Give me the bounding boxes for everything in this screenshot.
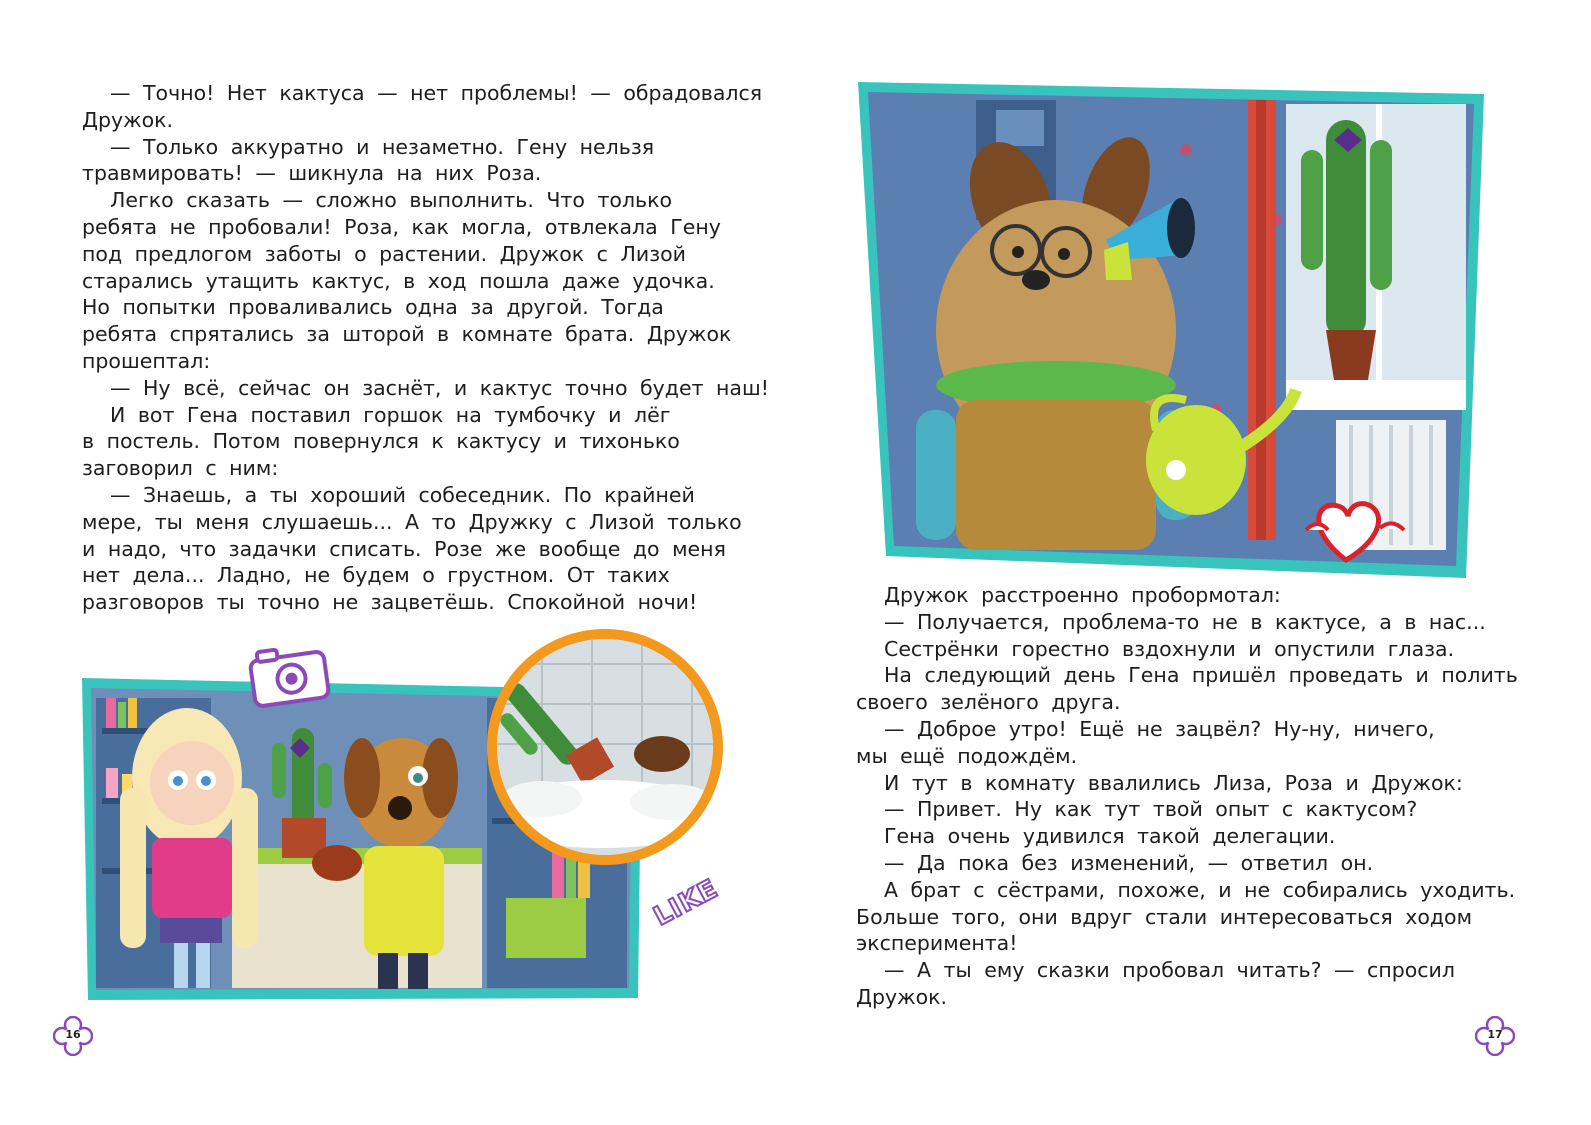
text-line: И вот Гена поставил горшок на тумбочку и лёг (110, 402, 671, 427)
text-line: своего зелёного друга. (856, 690, 1121, 715)
text-line: — Точно! Нет кактуса — нет проблемы! — обрадовался (110, 81, 763, 105)
page-number-right (1475, 1016, 1515, 1056)
page-number-text: 16 (65, 1028, 81, 1041)
text-line: прошептал: (82, 348, 211, 373)
illustration-gena-watering-can (856, 80, 1486, 580)
text-line: На следующий день Гена пришёл проведать и полить (884, 663, 1518, 688)
text-line: — Да пока без изменений, — ответил он. (884, 850, 1374, 875)
text-line: И тут в комнату ввалились Лиза, Роза и Дружок: (884, 770, 1463, 795)
text-line: эксперимента! (856, 931, 1018, 956)
text-line: мы ещё подождём. (856, 743, 1078, 768)
camera-sticker-icon (246, 642, 332, 708)
text-line: — Только аккуратно и незаметно. Гену нельзя (110, 134, 655, 159)
text-line: мере, ты меня слушаешь... А то Дружку с Лизой только (82, 509, 742, 534)
left-page-text (82, 80, 769, 616)
like-sticker-text: LIKE (648, 873, 724, 933)
text-line: Легко сказать — сложно выполнить. Что только (110, 188, 673, 213)
text-line: Но попытки проваливались одна за другой. Тогда (82, 295, 664, 320)
text-line: ребята не пробовали! Роза, как могла, отвлекала Гену (82, 214, 721, 239)
page-number-left (53, 1016, 93, 1056)
text-line: — Ну всё, сейчас он заснёт, и кактус точно будет наш! (110, 375, 769, 400)
text-line: Больше того, они вдруг стали интересоваться ходом (856, 904, 1473, 929)
text-line: разговоров ты точно не зацветёшь. Спокойной ночи! (82, 590, 698, 615)
text-line: Дружок. (82, 107, 174, 132)
text-line: А брат с сёстрами, похоже, и не собирались уходить. (884, 877, 1516, 902)
text-line: Дружок. (856, 984, 948, 1009)
like-sticker (649, 874, 723, 932)
text-line: — А ты ему сказки пробовал читать? — спросил (884, 958, 1455, 983)
page-number-text: 17 (1487, 1028, 1503, 1041)
text-line: Гена очень удивился такой делегации. (884, 824, 1336, 849)
text-line: под предлогом заботы о растении. Дружок с Лизой (82, 241, 686, 266)
text-line: старались утащить кактус, в ход пошла даже удочка. (82, 268, 715, 293)
text-line: — Знаешь, а ты хороший собеседник. По крайней (110, 482, 695, 507)
text-line: Дружок расстроенно пробормотал: (884, 583, 1281, 607)
text-line: — Доброе утро! Ещё не зацвёл? Ну-ну, ничего, (884, 716, 1435, 741)
text-line: нет дела... Ладно, не будем о грустном. От таких (82, 563, 670, 588)
text-line: заговорил с ним: (82, 456, 279, 481)
right-page-text (856, 582, 1518, 1011)
text-line: в постель. Потом повернулся к кактусу и тихонько (82, 429, 680, 454)
text-line: травмировать! — шикнула на них Роза. (82, 161, 542, 186)
text-line: ребята спрятались за шторой в комнате брата. Дружок (82, 322, 732, 347)
text-line: — Получается, проблема-то не в кактусе, а в нас... (884, 609, 1486, 634)
text-line: Сестрёнки горестно вздохнули и опустили глаза. (884, 636, 1455, 661)
text-line: и надо, что задачки списать. Розе же вообще до меня (82, 536, 726, 561)
illustration-cactus-in-bath (482, 624, 728, 870)
text-line: — Привет. Ну как тут твой опыт с кактусом? (884, 797, 1418, 822)
